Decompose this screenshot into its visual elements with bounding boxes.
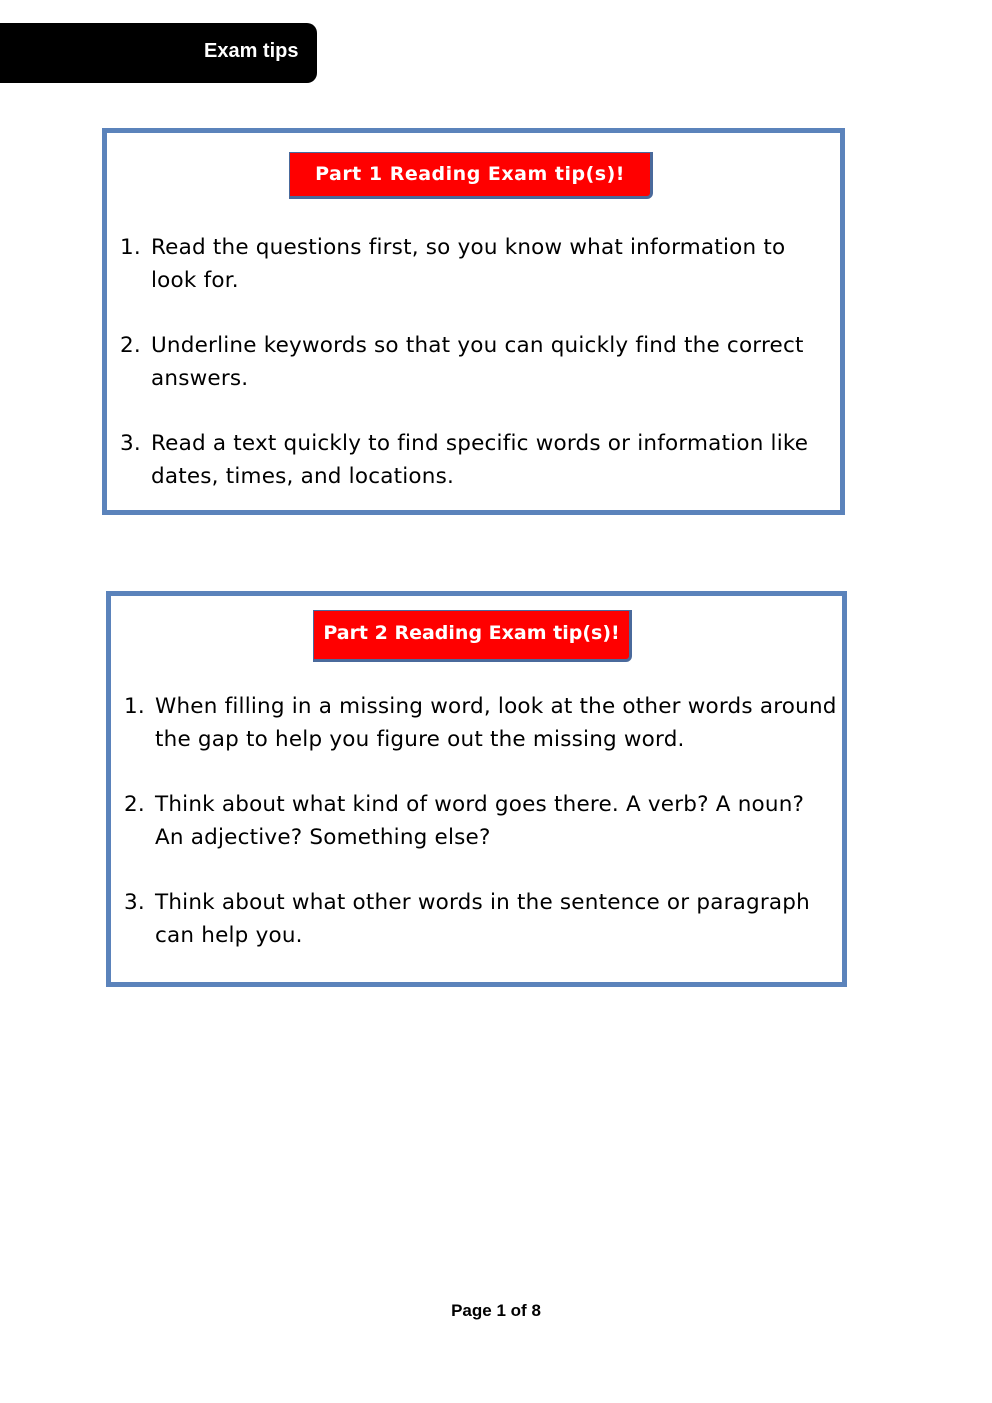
part1-tips-box: [102, 128, 845, 515]
list-item: [120, 329, 830, 395]
page-current: 1: [496, 1301, 506, 1320]
list-number: 2.: [124, 792, 145, 817]
list-number: 3.: [120, 431, 141, 456]
header-title: Exam tips: [204, 40, 299, 62]
part2-tip-list: [124, 690, 839, 984]
list-number: 1.: [124, 694, 145, 719]
part1-tip-list: [120, 231, 830, 525]
part1-heading: Part 1 Reading Exam tip(s)!: [289, 152, 653, 199]
list-number: 2.: [120, 333, 141, 358]
tip-text: Read the questions first, so you know what information to look for.: [151, 235, 786, 293]
tip-text: Think about what kind of word goes there. A verb? A noun? An adjective? Something else?: [155, 792, 805, 850]
tip-text: Underline keywords so that you can quickly find the correct answers.: [151, 333, 804, 391]
list-item: [124, 690, 839, 756]
header-tab: [0, 23, 317, 83]
part2-heading: Part 2 Reading Exam tip(s)!: [313, 610, 632, 662]
tip-text: Think about what other words in the sentence or paragraph can help you.: [155, 890, 810, 948]
page-of: of: [510, 1301, 527, 1320]
list-item: [120, 427, 830, 493]
list-item: [124, 886, 839, 952]
page-footer: [0, 1301, 992, 1321]
list-number: 1.: [120, 235, 141, 260]
page-total: 8: [531, 1301, 541, 1320]
list-item: [124, 788, 839, 854]
list-item: [120, 231, 830, 297]
page-label: Page: [451, 1301, 492, 1320]
tip-text: Read a text quickly to find specific words or information like dates, times, and locations.: [151, 431, 809, 489]
list-number: 3.: [124, 890, 145, 915]
tip-text: When filling in a missing word, look at the other words around the gap to help you figure out the missing word.: [155, 694, 837, 752]
part2-tips-box: [106, 591, 847, 987]
